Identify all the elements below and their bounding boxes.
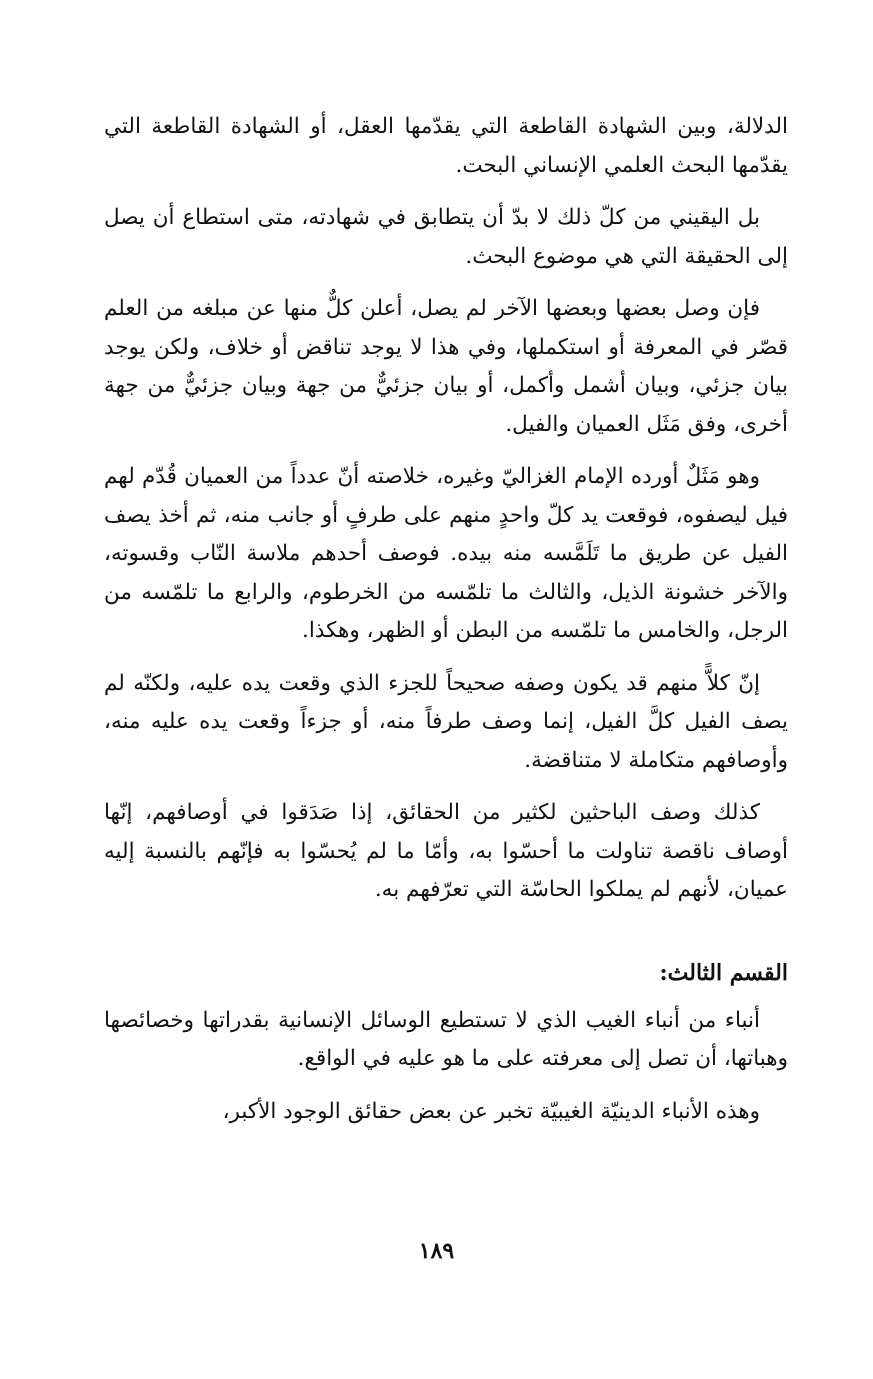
paragraph-researchers: كذلك وصف الباحثين لكثير من الحقائق، إذا صَدَقوا في أوصافهم، إنّها أوصاف ناقصة تناولت ما أحسّوا به، وأمّا ما لم يُحسّوا به فإنّهم بالنسبة إليه عميان، لأنهم لم يملكوا الحاسّة التي تعرّفهم به. (104, 800, 788, 902)
page-body (104, 108, 788, 1145)
paragraph-continuation: الدلالة، وبين الشهادة القاطعة التي يقدّمها العقل، أو الشهادة القاطعة التي يقدّمها البحث العلمي الإنساني البحت. (104, 114, 788, 178)
paragraph-partial-knowledge: فإن وصل بعضها وبعضها الآخر لم يصل، أعلن كلٌّ منها عن مبلغه من العلم قصّر في المعرفة أو استكملها، وفي هذا لا يوجد تناقض أو خلاف، ولكن يوجد بيان جزئي، وبيان أشمل وأكمل، أو بيان جزئيٌّ من جهة وبيان جزئيٌّ من جهة أخرى، وفق مَثَل العميان والفيل. (104, 296, 788, 437)
paragraph-complementary-descriptions: إنّ كلاًّ منهم قد يكون وصفه صحيحاً للجزء الذي وقعت يده عليه، ولكنّه لم يصف الفيل كلَّ الفيل، إنما وصف طرفاً منه، أو جزءاً وقعت يده عليه منه، وأوصافهم متكاملة لا متناقضة. (104, 670, 788, 773)
section-heading: القسم الثالث: (659, 959, 788, 986)
paragraph-religious-news: وهذه الأنباء الدينيّة الغيبيّة تخبر عن بعض حقائق الوجود الأكبر، (222, 1098, 760, 1124)
paragraph-elephant-parable: وهو مَثَلٌ أورده الإمام الغزاليّ وغيره، خلاصته أنّ عدداً من العميان قُدّم لهم فيل ليصفوه، فوقعت يد كلّ واحدٍ منهم على طرفٍ أو جانب منه، ثم أخذ يصف الفيل عن طريق ما تَلَمَّسه منه بيده. فوصف أحدهم ملاسة النّاب وقسوته، والآخر خشونة الذيل، والثالث ما تلمّسه من الخرطوم، والرابع ما تلمّسه من الرجل، والخامس ما تلمّسه من البطن أو الظهر، وهكذا. (104, 464, 788, 643)
page-number: ١٨٩ (418, 1238, 455, 1264)
paragraph-certainty: بل اليقيني من كلّ ذلك لا بدّ أن يتطابق في شهادته، متى استطاع أن يصل إلى الحقيقة التي هي موضوع البحث. (104, 205, 788, 269)
paragraph-unseen-news: أنباء من أنباء الغيب الذي لا تستطيع الوسائل الإنسانية بقدراتها وخصائصها وهباتها، أن تصل إلى معرفته على ما هو عليه في الواقع. (104, 1007, 788, 1071)
